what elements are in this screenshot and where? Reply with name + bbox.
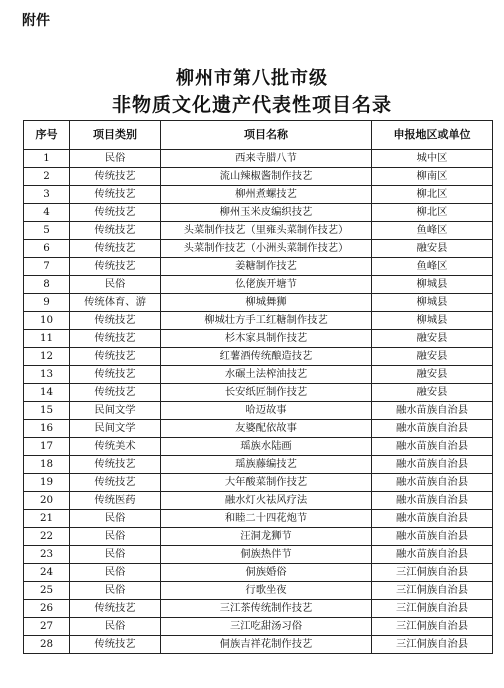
table-row: [24, 636, 493, 654]
table-row: [24, 618, 493, 636]
cell-region: 三江侗族自治县: [372, 636, 493, 654]
cell-index: 6: [24, 240, 70, 258]
cell-category: 传统技艺: [70, 168, 161, 186]
cell-project-name: 红薯酒传统酿造技艺: [161, 348, 372, 366]
cell-project-name: 三江茶传统制作技艺: [161, 600, 372, 618]
table-body: [24, 150, 493, 654]
cell-index: 25: [24, 582, 70, 600]
cell-region: 鱼峰区: [372, 258, 493, 276]
cell-index: 12: [24, 348, 70, 366]
cell-region: 柳北区: [372, 186, 493, 204]
table-row: [24, 366, 493, 384]
cell-index: 8: [24, 276, 70, 294]
table-row: [24, 348, 493, 366]
cell-category: 传统技艺: [70, 222, 161, 240]
cell-index: 13: [24, 366, 70, 384]
cell-region: 融水苗族自治县: [372, 492, 493, 510]
cell-index: 16: [24, 420, 70, 438]
table-row: [24, 150, 493, 168]
cell-region: 融安县: [372, 348, 493, 366]
table-row: [24, 402, 493, 420]
cell-index: 1: [24, 150, 70, 168]
cell-project-name: 姜糖制作技艺: [161, 258, 372, 276]
cell-region: 三江侗族自治县: [372, 600, 493, 618]
cell-category: 传统技艺: [70, 384, 161, 402]
cell-category: 传统美术: [70, 438, 161, 456]
cell-category: 民俗: [70, 546, 161, 564]
cell-project-name: 仫佬族开塘节: [161, 276, 372, 294]
cell-project-name: 三江吃甜汤习俗: [161, 618, 372, 636]
table-row: [24, 204, 493, 222]
cell-index: 28: [24, 636, 70, 654]
cell-index: 22: [24, 528, 70, 546]
cell-project-name: 侗族吉祥花制作技艺: [161, 636, 372, 654]
cell-region: 鱼峰区: [372, 222, 493, 240]
cell-category: 民俗: [70, 510, 161, 528]
cell-project-name: 水碾土法榨油技艺: [161, 366, 372, 384]
cell-index: 5: [24, 222, 70, 240]
table-row: [24, 528, 493, 546]
cell-category: 民俗: [70, 276, 161, 294]
cell-project-name: 西来寺腊八节: [161, 150, 372, 168]
cell-category: 传统技艺: [70, 600, 161, 618]
cell-index: 14: [24, 384, 70, 402]
cell-category: 传统技艺: [70, 636, 161, 654]
cell-category: 民俗: [70, 618, 161, 636]
cell-category: 民间文学: [70, 402, 161, 420]
cell-category: 民俗: [70, 564, 161, 582]
cell-region: 融水苗族自治县: [372, 456, 493, 474]
cell-index: 17: [24, 438, 70, 456]
table-row: [24, 420, 493, 438]
cell-index: 23: [24, 546, 70, 564]
table-row: [24, 276, 493, 294]
cell-project-name: 汪洞龙狮节: [161, 528, 372, 546]
cell-category: 传统技艺: [70, 186, 161, 204]
cell-index: 24: [24, 564, 70, 582]
title-line-1: 柳州市第八批市级: [176, 68, 328, 89]
cell-project-name: 和睦二十四花炮节: [161, 510, 372, 528]
cell-region: 融安县: [372, 366, 493, 384]
table-row: [24, 510, 493, 528]
table-row: [24, 474, 493, 492]
table-row: [24, 186, 493, 204]
cell-category: 传统体育、游: [70, 294, 161, 312]
cell-index: 27: [24, 618, 70, 636]
cell-region: 柳南区: [372, 168, 493, 186]
cell-region: 柳城县: [372, 312, 493, 330]
cell-category: 民俗: [70, 582, 161, 600]
cell-index: 4: [24, 204, 70, 222]
cell-region: 融水苗族自治县: [372, 546, 493, 564]
cell-region: 柳北区: [372, 204, 493, 222]
cell-project-name: 头菜制作技艺（小洲头菜制作技艺）: [161, 240, 372, 258]
cell-region: 融水苗族自治县: [372, 510, 493, 528]
cell-project-name: 流山辣椒酱制作技艺: [161, 168, 372, 186]
cell-index: 18: [24, 456, 70, 474]
cell-region: 融水苗族自治县: [372, 438, 493, 456]
cell-region: 融安县: [372, 384, 493, 402]
table-row: [24, 258, 493, 276]
cell-project-name: 柳州煮螺技艺: [161, 186, 372, 204]
cell-project-name: 瑶族藤编技艺: [161, 456, 372, 474]
cell-category: 民俗: [70, 150, 161, 168]
header-index: 序号: [24, 121, 70, 150]
cell-project-name: 柳城舞狮: [161, 294, 372, 312]
cell-category: 传统技艺: [70, 204, 161, 222]
cell-project-name: 长安纸匠制作技艺: [161, 384, 372, 402]
table-row: [24, 222, 493, 240]
cell-project-name: 侗族婚俗: [161, 564, 372, 582]
cell-category: 传统技艺: [70, 258, 161, 276]
header-category: 项目类别: [70, 121, 161, 150]
cell-region: 城中区: [372, 150, 493, 168]
cell-project-name: 杉木家具制作技艺: [161, 330, 372, 348]
cell-index: 19: [24, 474, 70, 492]
cell-project-name: 友婆配依故事: [161, 420, 372, 438]
cell-category: 传统技艺: [70, 312, 161, 330]
cell-index: 21: [24, 510, 70, 528]
cell-region: 柳城县: [372, 276, 493, 294]
table-row: [24, 168, 493, 186]
cell-region: 融安县: [372, 240, 493, 258]
cell-category: 民俗: [70, 528, 161, 546]
cell-region: 三江侗族自治县: [372, 618, 493, 636]
cell-project-name: 柳城壮方手工红糖制作技艺: [161, 312, 372, 330]
cell-region: 融水苗族自治县: [372, 402, 493, 420]
table-row: [24, 294, 493, 312]
cell-project-name: 大年酸菜制作技艺: [161, 474, 372, 492]
cell-category: 传统技艺: [70, 240, 161, 258]
cell-project-name: 柳州玉米皮编织技艺: [161, 204, 372, 222]
cell-region: 三江侗族自治县: [372, 564, 493, 582]
cell-category: 传统技艺: [70, 474, 161, 492]
cell-region: 融水苗族自治县: [372, 528, 493, 546]
heritage-list-table: [23, 120, 493, 654]
cell-index: 26: [24, 600, 70, 618]
cell-region: 三江侗族自治县: [372, 582, 493, 600]
cell-index: 2: [24, 168, 70, 186]
table-header-row: [24, 121, 493, 150]
header-region: 申报地区或单位: [372, 121, 493, 150]
cell-category: 传统技艺: [70, 348, 161, 366]
table-row: [24, 582, 493, 600]
cell-region: 融水苗族自治县: [372, 474, 493, 492]
cell-category: 传统技艺: [70, 456, 161, 474]
cell-index: 3: [24, 186, 70, 204]
table-row: [24, 492, 493, 510]
cell-project-name: 哈迈故事: [161, 402, 372, 420]
table-row: [24, 240, 493, 258]
title-line-2: 非物质文化遗产代表性项目名录: [111, 94, 392, 116]
cell-project-name: 融水灯火祛风疗法: [161, 492, 372, 510]
table-row: [24, 456, 493, 474]
cell-region: 柳城县: [372, 294, 493, 312]
cell-project-name: 行歌坐夜: [161, 582, 372, 600]
cell-index: 10: [24, 312, 70, 330]
cell-index: 9: [24, 294, 70, 312]
table-row: [24, 312, 493, 330]
annex-label: 附件: [22, 13, 50, 29]
cell-region: 融水苗族自治县: [372, 420, 493, 438]
table-row: [24, 564, 493, 582]
table-row: [24, 330, 493, 348]
table-row: [24, 438, 493, 456]
cell-index: 7: [24, 258, 70, 276]
cell-index: 20: [24, 492, 70, 510]
cell-index: 15: [24, 402, 70, 420]
cell-project-name: 头菜制作技艺（里雍头菜制作技艺）: [161, 222, 372, 240]
cell-category: 传统技艺: [70, 366, 161, 384]
cell-index: 11: [24, 330, 70, 348]
cell-category: 民间文学: [70, 420, 161, 438]
cell-category: 传统医药: [70, 492, 161, 510]
table-row: [24, 384, 493, 402]
table-row: [24, 600, 493, 618]
table-row: [24, 546, 493, 564]
cell-category: 传统技艺: [70, 330, 161, 348]
cell-project-name: 瑶族水陆画: [161, 438, 372, 456]
cell-project-name: 侗族热伴节: [161, 546, 372, 564]
header-project-name: 项目名称: [161, 121, 372, 150]
cell-region: 融安县: [372, 330, 493, 348]
